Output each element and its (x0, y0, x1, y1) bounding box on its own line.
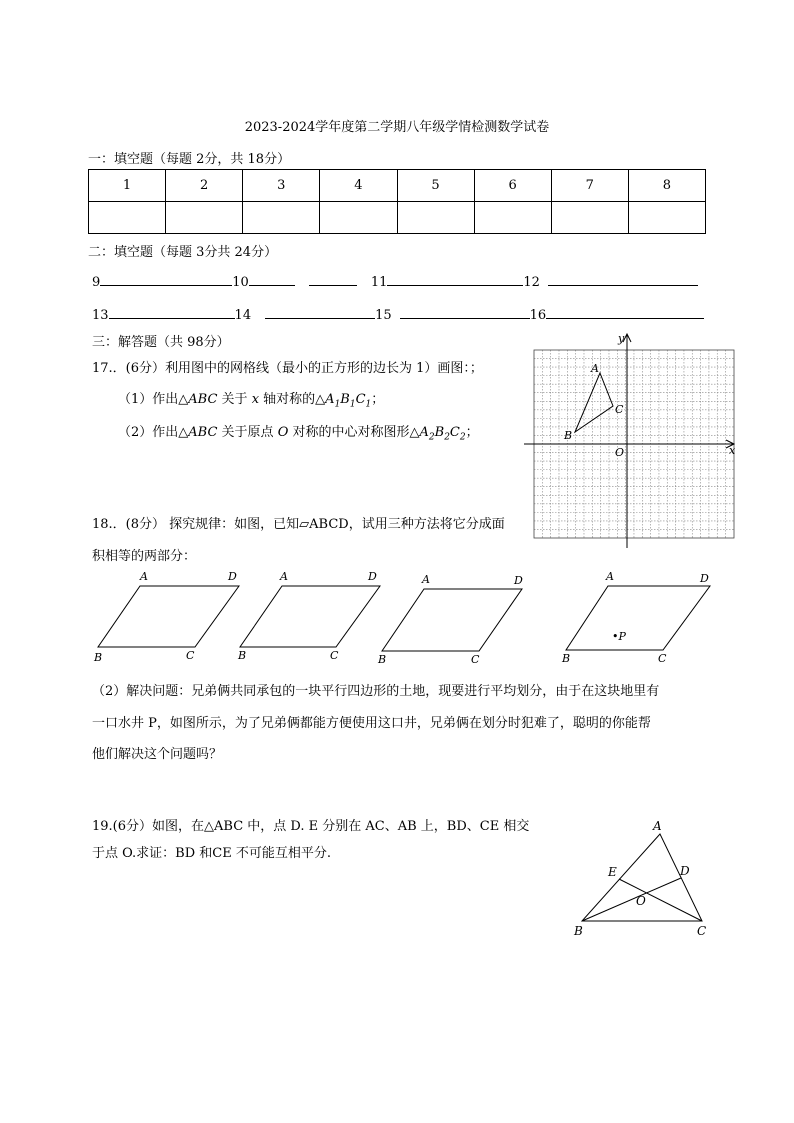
q19-line2: 于点 O.求证：BD 和CE 不可能互相平分. (92, 846, 331, 861)
p2-label-a: A (280, 570, 288, 583)
answer-col-4: 4 (320, 170, 397, 202)
p1-label-c: C (186, 649, 195, 662)
vertex-c-label: C (615, 403, 624, 416)
answer-cell-6[interactable] (474, 202, 551, 234)
blank-line-14[interactable] (265, 306, 375, 319)
q19-label-a: A (653, 819, 662, 833)
blank-label-11: 11 (370, 275, 388, 290)
parallelograms-figure (86, 566, 726, 670)
blank-row-1 (92, 273, 698, 290)
blank-label-14: 14 (234, 308, 252, 323)
answer-col-1: 1 (89, 170, 166, 202)
p4-label-c: C (658, 652, 667, 665)
q19-label-e: E (608, 865, 617, 879)
section2-heading: 二：填空题（每题 3分共 24分） (88, 245, 278, 260)
answer-col-6: 6 (474, 170, 551, 202)
blank-line-11[interactable] (387, 273, 523, 286)
p4-label-a: A (606, 570, 614, 583)
blank-line-13[interactable] (109, 306, 235, 319)
q19-label-o: O (636, 894, 646, 908)
vertex-b-label: B (564, 429, 573, 442)
x-axis-label: x (729, 444, 736, 457)
q19-line1: 19.(6分）如图，在△ABC 中，点 D. E 分别在 AC、AB 上，BD、CE 相交 (92, 819, 530, 834)
answer-cell-8[interactable] (628, 202, 705, 234)
q17-part1: （1）作出△ABC 关于 x 轴对称的$\triangle A_1B_1C_1$； (118, 392, 385, 410)
answer-cell-1[interactable] (89, 202, 166, 234)
blank-line-10b[interactable] (309, 273, 357, 286)
blank-label-16: 16 (529, 308, 547, 323)
section1-heading: 一：填空题（每题 2分，共 18分） (88, 152, 291, 167)
answer-cell-3[interactable] (243, 202, 320, 234)
blank-row-2 (92, 306, 704, 323)
p3-label-a: A (422, 573, 430, 586)
blank-label-12: 12 (523, 275, 540, 290)
p3-label-b: B (378, 653, 387, 666)
segment-bd (582, 878, 681, 921)
blank-label-15: 15 (375, 308, 392, 323)
q18-part2-line3: 他们解决这个问题吗？ (92, 747, 223, 762)
q18-line1: 18.．(8分） 探究规律：如图，已知▱ABCD，试用三种方法将它分成面 (92, 517, 505, 532)
p1-label-d: D (228, 570, 237, 583)
q18-line2: 积相等的两部分： (92, 549, 197, 564)
parallelogram-1 (98, 586, 239, 647)
blank-line-15[interactable] (400, 306, 530, 319)
blank-line-12[interactable] (548, 273, 698, 286)
triangle-figure (566, 816, 722, 944)
blank-label-9: 9 (92, 275, 101, 290)
blank-label-10: 10 (232, 275, 249, 290)
answer-table (88, 169, 706, 234)
well-point-p: •P (612, 630, 626, 643)
answer-cell-2[interactable] (166, 202, 243, 234)
section3-heading: 三：解答题（共 98分） (92, 335, 230, 350)
blank-line-16[interactable] (546, 306, 704, 319)
parallelogram-4 (566, 586, 710, 650)
vertex-a-label: A (591, 362, 599, 375)
q18-part2-line2: 一口水井 P，如图所示，为了兄弟俩都能方便使用这口井，兄弟俩在划分时犯难了，聪明的你能帮 (92, 716, 651, 731)
y-axis-label: y (618, 332, 625, 345)
p4-label-b: B (562, 652, 571, 665)
answer-col-5: 5 (397, 170, 474, 202)
page-title: 2023-2024学年度第二学期八年级学情检测数学试卷 (244, 120, 550, 135)
p1-label-b: B (94, 651, 103, 664)
parallelogram-2 (240, 586, 380, 647)
answer-cell-4[interactable] (320, 202, 397, 234)
answer-col-7: 7 (551, 170, 628, 202)
blank-line-10a[interactable] (249, 273, 295, 286)
q17-stem: 17.．(6分）利用图中的网格线（最小的正方形的边长为 1）画图：； (92, 361, 483, 376)
answer-col-8: 8 (628, 170, 705, 202)
answer-col-2: 2 (166, 170, 243, 202)
p2-label-c: C (330, 649, 339, 662)
triangle-abc (575, 373, 613, 432)
blank-line-9[interactable] (100, 273, 232, 286)
p2-label-b: B (238, 649, 247, 662)
q18-part2-line1: （2）解决问题：兄弟俩共同承包的一块平行四边形的土地，现要进行平均划分，由于在这块地里有 (92, 684, 660, 699)
q19-label-b: B (574, 924, 583, 938)
p2-label-d: D (368, 570, 377, 583)
p3-label-d: D (514, 574, 523, 587)
p3-label-c: C (471, 653, 480, 666)
blank-label-13: 13 (92, 308, 109, 323)
q19-label-c: C (697, 924, 707, 938)
parallelogram-3 (382, 589, 522, 651)
p1-label-a: A (140, 570, 148, 583)
q19-label-d: D (680, 864, 690, 878)
answer-col-3: 3 (243, 170, 320, 202)
coordinate-grid-figure (524, 330, 740, 552)
origin-label: O (615, 446, 625, 459)
answer-cell-5[interactable] (397, 202, 474, 234)
p4-label-d: D (700, 572, 709, 585)
answer-cell-7[interactable] (551, 202, 628, 234)
q17-part2: （2）作出△ABC 关于原点 O 对称的中心对称图形$\triangle A_2B_2C_2$； (118, 425, 479, 443)
